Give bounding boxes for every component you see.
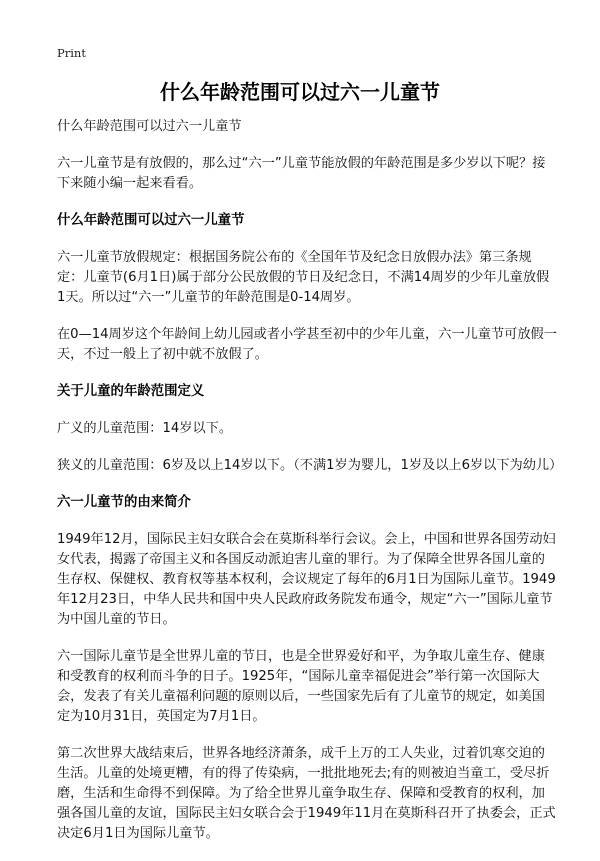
intro-paragraph: 六一儿童节是有放假的，那么过“六一”儿童节能放假的年龄范围是多少岁以下呢？接下来随小编一起来看看。: [57, 156, 546, 191]
paragraph-origin-postwar: 第二次世界大战结束后，世界各地经济萧条，成千上万的工人失业，过着饥寒交迫的生活。儿童的处境更糟，有的得了传染病，一批批地死去;有的则被迫当童工，受尽折磨，生活和生命得不到保障。为了给全世界儿童争取生存、保障和受教育的权利，加强各国儿童的友谊，国际民主妇女联合会于1949年11月在莫斯科召开了执委会，正式决定6月1日为国际儿童节。: [57, 746, 556, 841]
paragraph-origin-1949: 1949年12月，国际民主妇女联合会在莫斯科举行会议。会上，中国和世界各国劳动妇女代表，揭露了帝国主义和各国反动派迫害儿童的罪行。为了保障全世界各国儿童的生存权、保健权、教育权等基本权利，会议规定了每年的6月1日为国际儿童节。1949年12月23日，中华人民共和国中央人民政府政务院发布通令，规定“六一”国际儿童节为中国儿童的节日。: [57, 532, 556, 627]
paragraph-broad-definition: 广义的儿童范围：14岁以下。: [57, 421, 233, 436]
section-heading-age-range: 什么年龄范围可以过六一儿童节: [57, 213, 245, 228]
paragraph-narrow-definition: 狭义的儿童范围：6岁及以上14岁以下。（不满1岁为婴儿，1岁及以上6岁以下为幼儿）: [57, 458, 563, 473]
paragraph-age-school: 在0—14周岁这个年龄间上幼儿园或者小学甚至初中的少年儿童，六一儿童节可放假一天，不过一般上了初中就不放假了。: [57, 327, 557, 362]
section-heading-definition: 关于儿童的年龄范围定义: [57, 384, 205, 399]
paragraph-holiday-rule: 六一儿童节放假规定：根据国务院公布的《全国年节及纪念日放假办法》第三条规定：儿童节(6月1日)属于部分公民放假的节日及纪念日，不满14周岁的少年儿童放假1天。所以过“六一”儿童节的年龄范围是0-14周岁。: [57, 250, 550, 305]
paragraph-origin-1925: 六一国际儿童节是全世界儿童的节日，也是全世界爱好和平，为争取儿童生存、健康和受教育的权利而斗争的日子。1925年，“国际儿童幸福促进会”举行第一次国际大会，发表了有关儿童福利问题的原则以后，一些国家先后有了儿童节的规定，如美国定为10月31日，英国定为7月1日。: [57, 649, 545, 724]
intro-subtitle: 什么年龄范围可以过六一儿童节: [57, 119, 242, 134]
article-body: [57, 117, 563, 861]
section-heading-origin: 六一儿童节的由来简介: [57, 495, 191, 510]
page-title: 什么年龄范围可以过六一儿童节: [160, 80, 440, 104]
print-link[interactable]: Print: [57, 46, 86, 60]
